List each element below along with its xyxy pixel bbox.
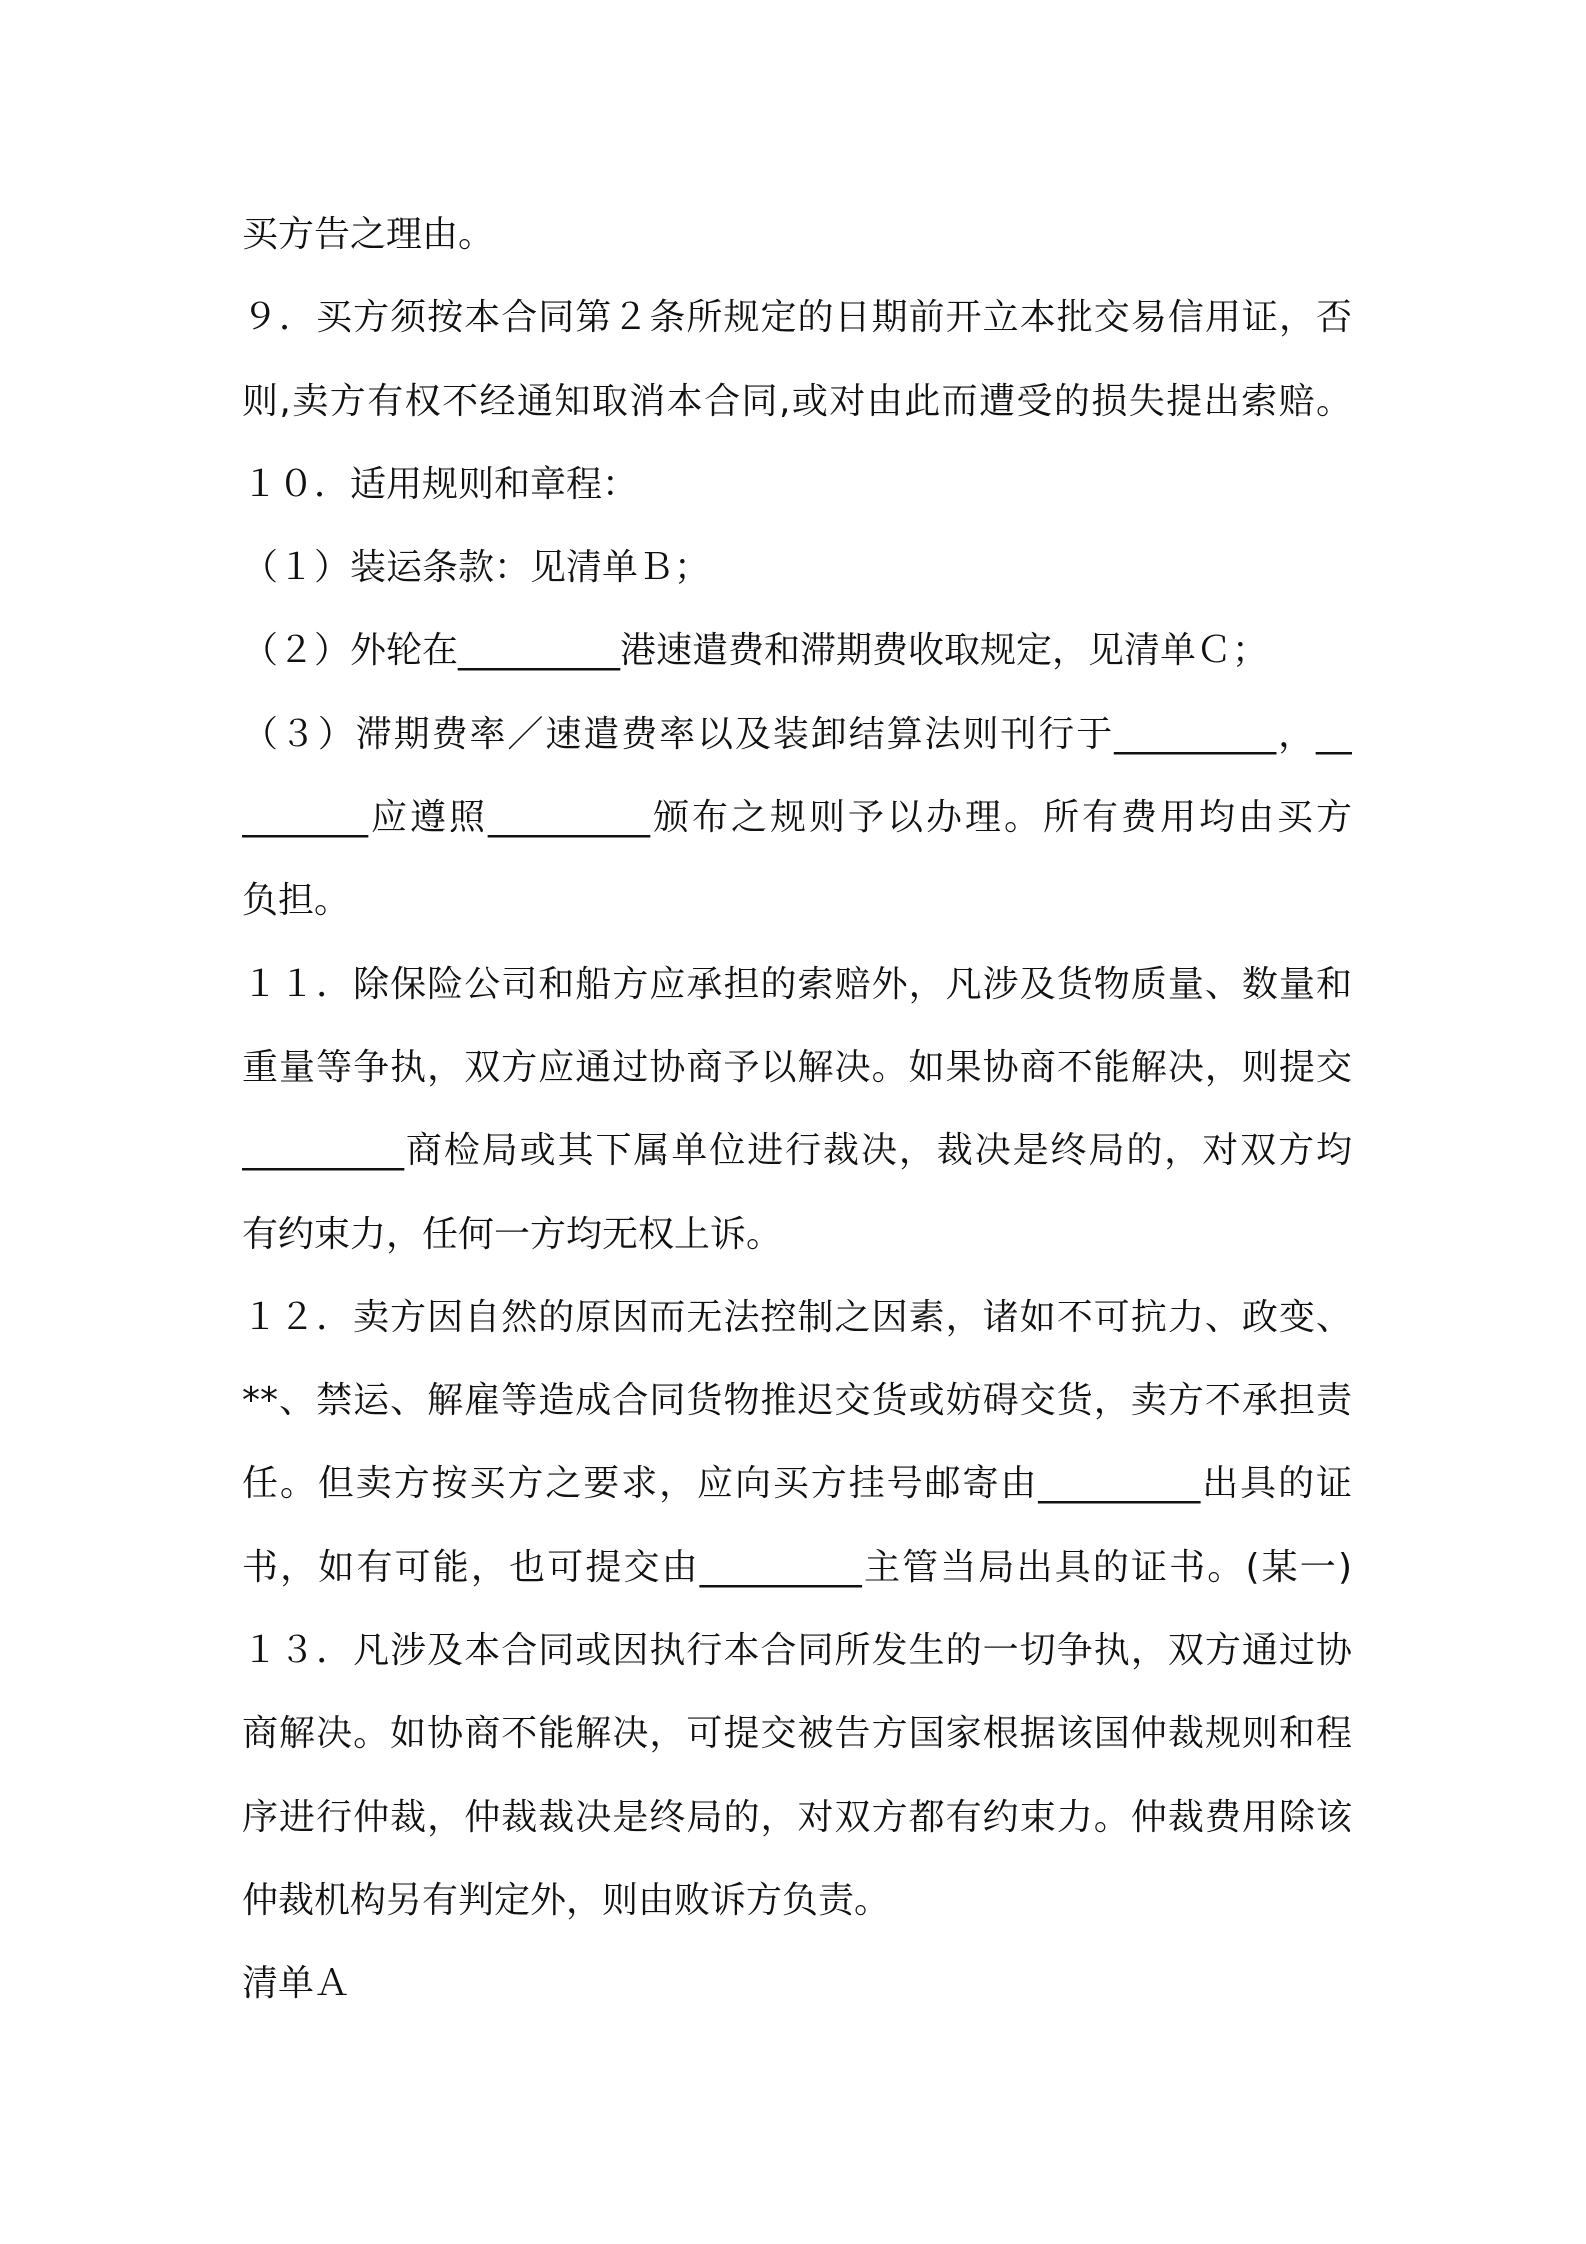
text-line: **、禁运、解雇等造成合同货物推迟交货或妨碍交货，卖方不承担责 (242, 1380, 1352, 1422)
text-line: _______应遵照_________颁布之规则予以办理。所有费用均由买方 (242, 797, 1352, 839)
text-line: （１）装运条款：见清单Ｂ； (242, 547, 711, 589)
text-line: 有约束力，任何一方均无权上诉。 (242, 1213, 783, 1255)
text-line: _________商检局或其下属单位进行裁决，裁决是终局的，对双方均 (242, 1130, 1352, 1172)
text-line: ９．买方须按本合同第２条所规定的日期前开立本批交易信用证，否 (242, 297, 1352, 339)
text-line: 负担。 (242, 880, 351, 922)
text-line: 任。但卖方按买方之要求，应向买方挂号邮寄由_________出具的证 (242, 1463, 1352, 1505)
text-line: 仲裁机构另有判定外，则由败诉方负责。 (242, 1879, 891, 1921)
text-line: 商解决。如协商不能解决，可提交被告方国家根据该国仲裁规则和程 (242, 1713, 1352, 1755)
text-line: 则,卖方有权不经通知取消本合同,或对由此而遭受的损失提出索赔。 (242, 380, 1352, 422)
text-line: １２．卖方因自然的原因而无法控制之因素，诸如不可抗力、政变、 (242, 1296, 1352, 1338)
text-line: 序进行仲裁，仲裁裁决是终局的，对双方都有约束力。仲裁费用除该 (242, 1796, 1352, 1838)
text-line: 买方告之理由。 (242, 214, 495, 255)
text-line: １３．凡涉及本合同或因执行本合同所发生的一切争执，双方通过协 (242, 1630, 1352, 1672)
text-line: （２）外轮在_________港速遣费和滞期费收取规定，见清单Ｃ； (242, 630, 1269, 672)
text-line: 书，如有可能，也可提交由_________主管当局出具的证书。(某一) (242, 1546, 1352, 1588)
text-line: 重量等争执，双方应通过协商予以解决。如果协商不能解决，则提交 (242, 1046, 1352, 1088)
text-line: １０．适用规则和章程： (242, 463, 639, 505)
document-body (242, 193, 1352, 2026)
text-line: １１．除保险公司和船方应承担的索赔外，凡涉及货物质量、数量和 (242, 963, 1352, 1005)
text-line: 清单Ａ (242, 1963, 351, 2005)
text-line: （３）滞期费率／速遣费率以及装卸结算法则刊行于_________，__ (242, 713, 1352, 755)
